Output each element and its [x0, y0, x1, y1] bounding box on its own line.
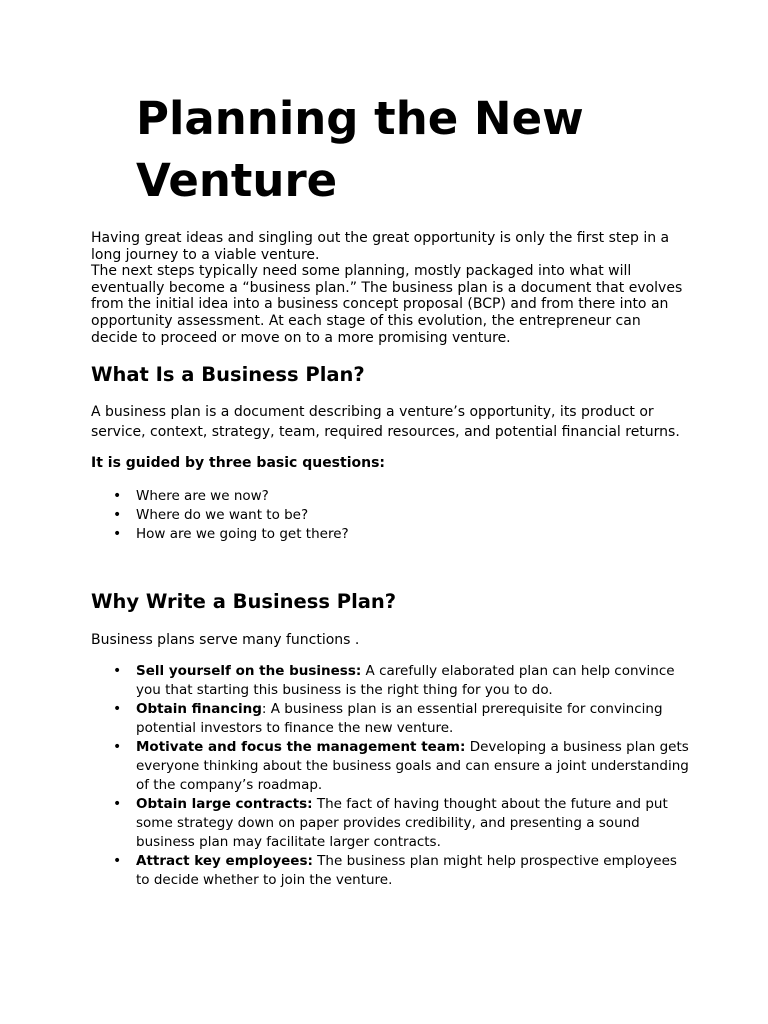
bullet-icon: • — [113, 526, 122, 542]
function-text: The business plan might help prospective employees to decide whether to join the venture. — [136, 853, 677, 888]
function-text: Developing a business plan gets everyone thinking about the business goals and can ensure a joint understanding of the company’s roadmap. — [136, 739, 689, 793]
question-text: Where do we want to be? — [136, 507, 309, 523]
function-term: Obtain financing — [136, 701, 262, 717]
function-text: : A business plan is an essential prerequisite for convincing potential investors to finance the new venture. — [136, 701, 663, 736]
function-text: The fact of having thought about the future and put some strategy down on paper provides credibility, and presenting a sound business plan may facilitate larger contracts. — [136, 796, 668, 850]
intro-section — [91, 230, 691, 346]
document-title: Planning the New Venture — [136, 92, 584, 207]
business-plan-definition: A business plan is a document describing a venture’s opportunity, its product or service, context, strategy, team, required resources, and potential financial returns. — [91, 404, 680, 440]
list-item — [91, 738, 691, 795]
functions-intro: Business plans serve many functions . — [91, 632, 360, 648]
bullet-icon: • — [113, 488, 122, 504]
function-term: Attract key employees: — [136, 853, 313, 869]
bullet-icon: • — [113, 507, 122, 523]
list-item — [91, 852, 691, 890]
question-text: Where are we now? — [136, 488, 269, 504]
bullet-icon: • — [113, 853, 122, 869]
list-item — [91, 700, 691, 738]
list-item — [91, 795, 691, 852]
function-term: Obtain large contracts: — [136, 796, 313, 812]
function-term: Sell yourself on the business: — [136, 663, 362, 679]
list-item — [91, 506, 691, 525]
intro-paragraph-1: Having great ideas and singling out the great opportunity is only the first step in a long journey to a viable venture. — [91, 230, 670, 263]
bullet-icon: • — [113, 701, 122, 717]
list-item — [91, 487, 691, 506]
function-text: A carefully elaborated plan can help convince you that starting this business is the right thing for you to do. — [136, 663, 675, 698]
guided-questions-label: It is guided by three basic questions: — [91, 455, 386, 471]
list-item — [91, 662, 691, 700]
bullet-icon: • — [113, 796, 122, 812]
bullet-icon: • — [113, 663, 122, 679]
heading-what-is-business-plan: What Is a Business Plan? — [91, 363, 365, 386]
intro-paragraph-2: The next steps typically need some planning, mostly packaged into what will eventually become a “business plan.” The business plan is a document that evolves from the initial idea into a business concept proposal (BCP) and from there into an opportunity assessment. At each stage of this evolution, the entrepreneur can decide to proceed or move on to a more promising venture. — [91, 263, 683, 346]
list-item — [91, 525, 691, 544]
functions-list — [91, 662, 691, 890]
question-text: How are we going to get there? — [136, 526, 349, 542]
basic-questions-list — [91, 487, 691, 544]
function-term: Motivate and focus the management team: — [136, 739, 466, 755]
heading-why-write-business-plan: Why Write a Business Plan? — [91, 590, 397, 613]
bullet-icon: • — [113, 739, 122, 755]
